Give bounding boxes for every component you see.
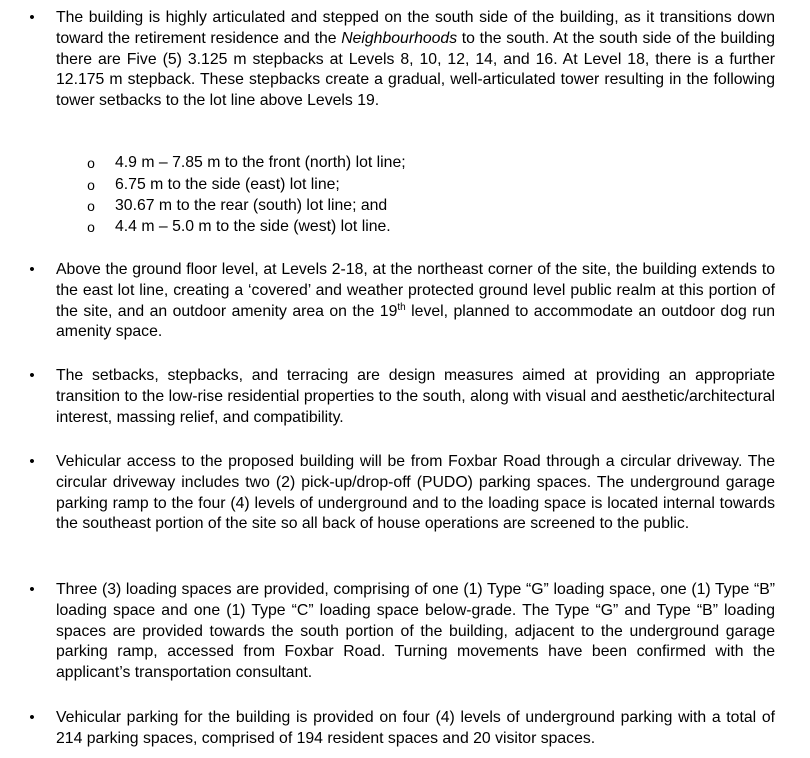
paragraph: The setbacks, stepbacks, and terracing are design measures aimed at providing an appropriate transition to the low-rise residential properties to the south, along with visual and aesthetic/architectural interest, massing relief, and compatibility. (56, 367, 775, 426)
bullet-marker: • (29, 367, 35, 384)
sub-list-text: 4.4 m – 5.0 m to the side (west) lot line. (115, 218, 391, 235)
paragraph-text: level, planned to accommodate an outdoor dog run amenity space. (56, 302, 776, 341)
sub-list-text: 4.9 m – 7.85 m to the front (north) lot line; (115, 154, 406, 171)
paragraph-text: The building is highly articulated and stepped on the south side of the building, as it transitions down toward the retirement residence and the (56, 9, 775, 47)
bullet-marker: • (29, 261, 35, 278)
italic-term: Neighbourhoods (341, 29, 458, 47)
bullet-marker: • (29, 709, 35, 726)
bullet-marker: • (29, 581, 35, 598)
bullet-marker: • (29, 453, 35, 470)
paragraph: Three (3) loading spaces are provided, comprising of one (1) Type “G” loading space, one (1) Type “B” loading space and one (1) Type “C” loading space below-grade. The Type “G” and Type “B” loading spaces are provided towards the south portion of the building, adjacent to the underground garage parking ramp, accessed from Foxbar Road. Turning movements have been confirmed with the applicant’s transportation consultant. (56, 581, 775, 682)
sub-list-text: 30.67 m to the rear (south) lot line; and (115, 197, 388, 214)
bullet-marker: • (29, 9, 35, 26)
paragraph-text: to the south. At the south side of the building there are Five (5) 3.125 m stepbacks at Levels 8, 10, 12, 14, and 16. At Level 18, there is a further 12.175 m stepback. These stepbacks create a gradual, well-articulated tower resulting in the following tower setbacks to the lot line above Levels 19. (56, 29, 775, 110)
sub-bullet-marker: o (87, 219, 95, 235)
paragraph-text: Above the ground floor level, at Levels 2-18, at the northeast corner of the site, the building extends to the east lot line, creating a ‘covered’ and weather protected ground level public realm at this portion of the site, and an outdoor amenity area on the 19 (56, 261, 775, 320)
sub-bullet-marker: o (87, 155, 95, 171)
sub-list-text: 6.75 m to the side (east) lot line; (115, 176, 340, 193)
superscript: th (397, 301, 406, 313)
sub-bullet-marker: o (87, 177, 95, 193)
paragraph: Vehicular access to the proposed building will be from Foxbar Road through a circular driveway. The circular driveway includes two (2) pick-up/drop-off (PUDO) parking spaces. The underground garage parking ramp to the four (4) levels of underground and to the loading space is located internal towards the southeast portion of the site so all back of house operations are screened to the public. (56, 453, 775, 533)
sub-bullet-marker: o (87, 198, 95, 214)
paragraph (56, 260, 775, 343)
paragraph (56, 8, 775, 112)
paragraph: Vehicular parking for the building is provided on four (4) levels of underground parking with a total of 214 parking spaces, comprised of 194 resident spaces and 20 visitor spaces. (56, 709, 775, 747)
